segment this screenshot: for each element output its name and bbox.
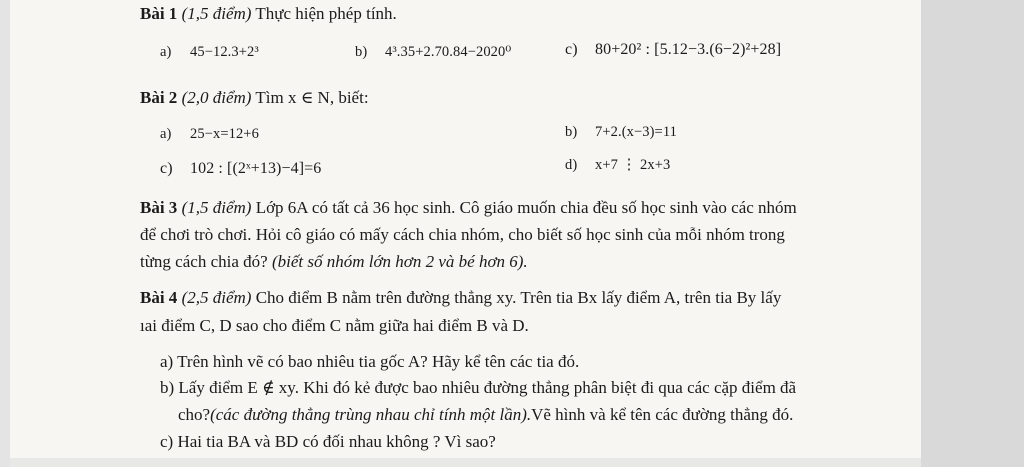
bai3-note: (biết số nhóm lớn hơn 2 và bé hơn 6). xyxy=(271,252,528,271)
bai1-b: b) 4³.35+2.70.84−2020⁰ xyxy=(355,44,512,60)
bai2-text: Tìm x ∈ N, biết: xyxy=(255,88,369,107)
bai2-d: d) x+7 ⋮ 2x+3 xyxy=(565,157,671,173)
bai4-b2: cho?(các đường thẳng trùng nhau chỉ tính một lần).Vẽ hình và kể tên các đường thẳng đó. xyxy=(178,405,794,424)
bai1-c: c) 80+20² : [5.12−3.(6−2)²+28] xyxy=(565,41,782,58)
bai4-b1: b) Lấy điểm E ∉ xy. Khi đó kẻ được bao nhiêu đường thẳng phân biệt đi qua các cặp điểm đã xyxy=(160,378,797,397)
bai2-score: (2,0 điểm) xyxy=(181,88,252,107)
bottom-shadow xyxy=(10,458,921,467)
bai1-score: (1,5 điểm) xyxy=(181,4,252,23)
bai2-c-expr: 102 : [(2ˣ+13)−4]=6 xyxy=(190,160,322,177)
bai2-b: b) 7+2.(x−3)=11 xyxy=(565,124,677,140)
bai2-d-expr: x+7 ⋮ 2x+3 xyxy=(595,157,671,173)
bai2-a-expr: 25−x=12+6 xyxy=(190,126,259,142)
bai1-head: Bài 1 xyxy=(140,4,178,23)
bai3-line3: từng cách chia đó? (biết số nhóm lớn hơn 2 và bé hơn 6). xyxy=(140,252,528,271)
bai4-b2-note: (các đường thẳng trùng nhau chỉ tính một lần). xyxy=(210,405,532,424)
bai1-a-expr: 45−12.3+2³ xyxy=(190,44,259,60)
bai1-title xyxy=(140,4,397,24)
bai4-line2: ıai điểm C, D sao cho điểm C nằm giữa hai điểm B và D. xyxy=(140,316,529,335)
bai1-c-expr: 80+20² : [5.12−3.(6−2)²+28] xyxy=(595,41,782,58)
bai3-head: Bài 3 xyxy=(140,198,178,217)
bai1-a: a) 45−12.3+2³ xyxy=(160,44,259,60)
bai1-text: Thực hiện phép tính. xyxy=(255,4,397,23)
bai3-line2: để chơi trò chơi. Hỏi cô giáo có mấy cách chia nhóm, cho biết số học sinh của mỗi nhóm trong xyxy=(140,225,785,244)
bai4-c: c) Hai tia BA và BD có đối nhau không ? Vì sao? xyxy=(160,432,496,451)
left-margin-strip xyxy=(0,0,10,467)
bai4-line1: Bài 4 (2,5 điểm) Cho điểm B nằm trên đường thẳng xy. Trên tia Bx lấy điểm A, trên tia By lấy xyxy=(140,288,782,307)
bai2-title xyxy=(140,88,369,108)
bai3-score: (1,5 điểm) xyxy=(181,198,252,217)
bai4-score: (2,5 điểm) xyxy=(181,288,252,307)
bai3-line1: Bài 3 (1,5 điểm) Lớp 6A có tất cả 36 học sinh. Cô giáo muốn chia đều số học sinh vào các nhóm xyxy=(140,198,797,217)
right-margin-strip xyxy=(921,0,1024,467)
bai2-b-expr: 7+2.(x−3)=11 xyxy=(595,124,677,140)
bai4-head: Bài 4 xyxy=(140,288,178,307)
bai2-c: c) 102 : [(2ˣ+13)−4]=6 xyxy=(160,160,322,177)
bai1-b-expr: 4³.35+2.70.84−2020⁰ xyxy=(385,44,512,60)
bai2-a: a) 25−x=12+6 xyxy=(160,126,259,142)
bai2-head: Bài 2 xyxy=(140,88,178,107)
bai4-a: a) Trên hình vẽ có bao nhiêu tia gốc A? Hãy kể tên các tia đó. xyxy=(160,352,580,371)
